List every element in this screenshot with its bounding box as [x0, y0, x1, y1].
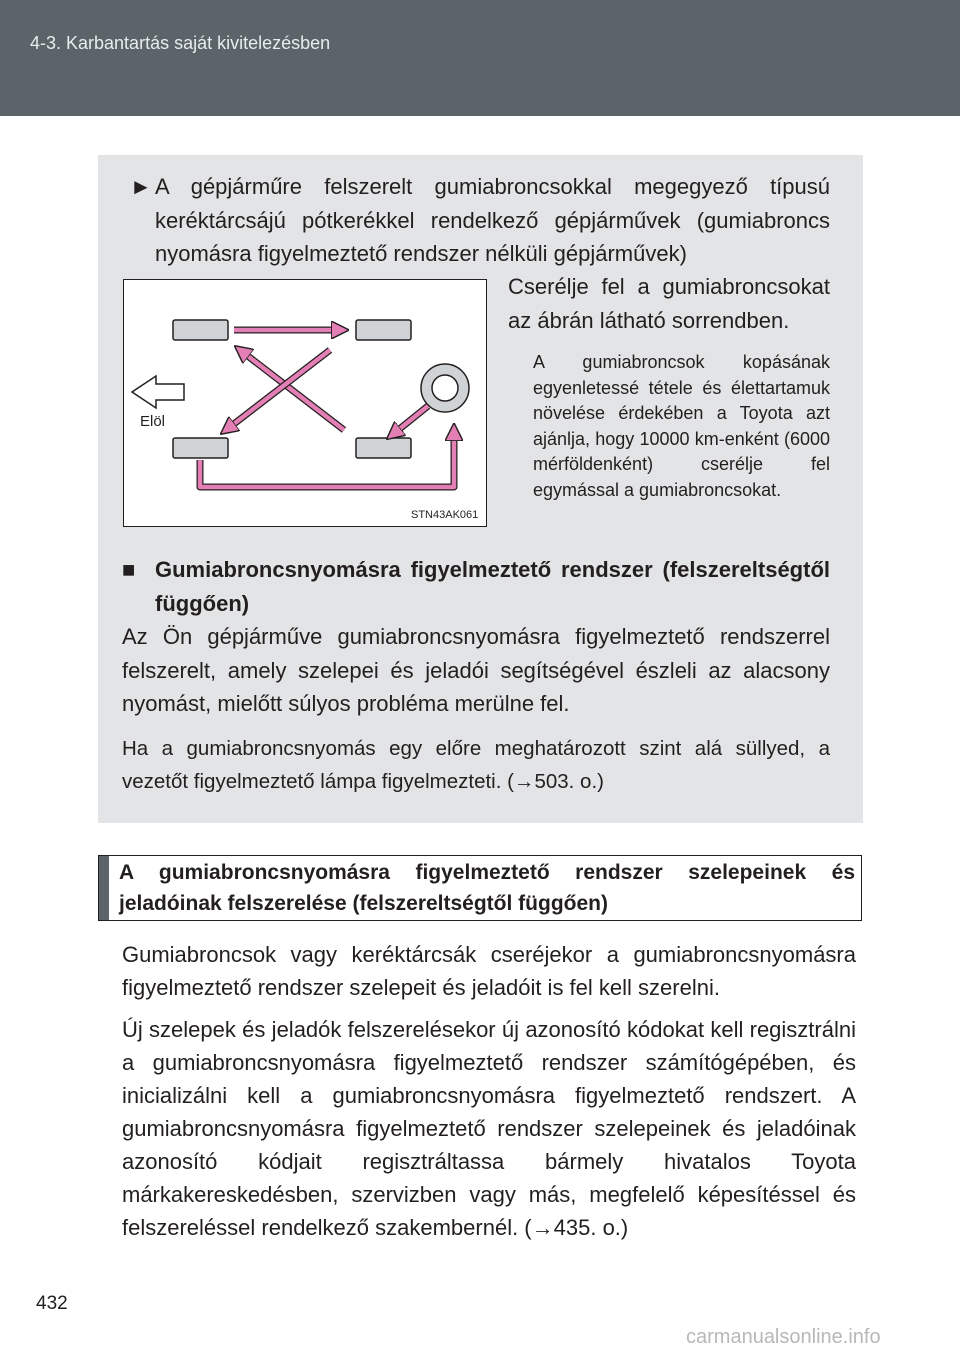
rotation-instruction: Cserélje fel a gumiabroncsokat az ábrán látható sorrendben.: [508, 274, 830, 333]
front-label: Elöl: [140, 413, 166, 430]
tpms-title-text: Gumiabroncsnyomásra figyelmeztető rendszer (felszereltségtől függően): [155, 557, 830, 616]
spare-tire-hub: [432, 375, 458, 401]
section-breadcrumb: 4-3. Karbantartás saját kivitelezésben: [30, 33, 331, 53]
tpms-title: [122, 553, 830, 620]
watermark: carmanualsonline.info: [686, 1326, 881, 1348]
section-paragraph-1: Gumiabroncsok vagy keréktárcsák cseréjekor a gumiabroncsnyomásra figyelmeztető rendszer szelepeit és jeladóit is fel kell szerelni.: [122, 942, 856, 1000]
page-header: [0, 0, 960, 116]
bullet-title-text: A gépjárműre felszerelt gumiabroncsokkal megegyező típusú keréktárcsájú pótkerékkel rendelkező gépjárművek (gumiabroncs nyomásra figyelmeztető rendszer nélküli gépjárművek): [155, 174, 830, 266]
rotation-arrows: [200, 330, 454, 487]
section-heading-bar: [99, 856, 109, 920]
tpms-warning: Ha a gumiabroncsnyomás egy előre meghatározott szint alá süllyed, a vezetőt figyelmeztető lámpa figyelmezteti. (→503. o.): [122, 737, 830, 793]
triangle-bullet-icon: ►: [130, 174, 152, 199]
tire-front-left: [173, 320, 228, 340]
square-bullet-icon: ■: [122, 557, 136, 582]
section-heading-box: [98, 855, 862, 921]
tire-front-right: [356, 320, 411, 340]
tire-rotation-diagram: [123, 279, 487, 527]
figure-code: STN43AK061: [411, 509, 479, 521]
section-paragraph-2: Új szelepek és jeladók felszerelésekor új azonosító kódokat kell regisztrálni a gumiabroncsnyomásra figyelmeztető rendszer számítógépében, és inicializálni kell a gumiabroncsnyomásra figyelmeztető rendszert. A gumiabroncsnyomásra figyelmeztető rendszer szelepeinek és jeladóinak azonosító kódjait regisztráltassa bármely hivatalos Toyota márkakereskedésben, szervizben vagy más, megfelelő képesítéssel és felszereléssel rendelkező szakembernél. (→435. o.): [122, 1017, 856, 1240]
tire-rear-right: [356, 438, 411, 458]
front-direction-icon: [132, 376, 184, 408]
rotation-recommendation: A gumiabroncsok kopásának egyenletessé tétele és élettartamuk növelése érdekében a Toyota azt ajánlja, hogy 10000 km-enként (6000 mérföldenként) cserélje fel egymással a gumiabroncsokat.: [533, 352, 830, 500]
tire-rotation-svg: [124, 280, 486, 526]
bullet-title: [130, 170, 830, 271]
tpms-body: Az Ön gépjárműve gumiabroncsnyomásra figyelmeztető rendszerrel felszerelt, amely szelepei és jeladói segítségével észleli az alacsony nyomást, mielőtt súlyos probléma merülne fel.: [122, 624, 830, 716]
page-number: 432: [36, 1293, 68, 1314]
tire-rear-left: [173, 438, 228, 458]
section-heading: A gumiabroncsnyomásra figyelmeztető rendszer szelepeinek és jeladóinak felszerelése (felszereltségtől függően): [119, 861, 855, 915]
